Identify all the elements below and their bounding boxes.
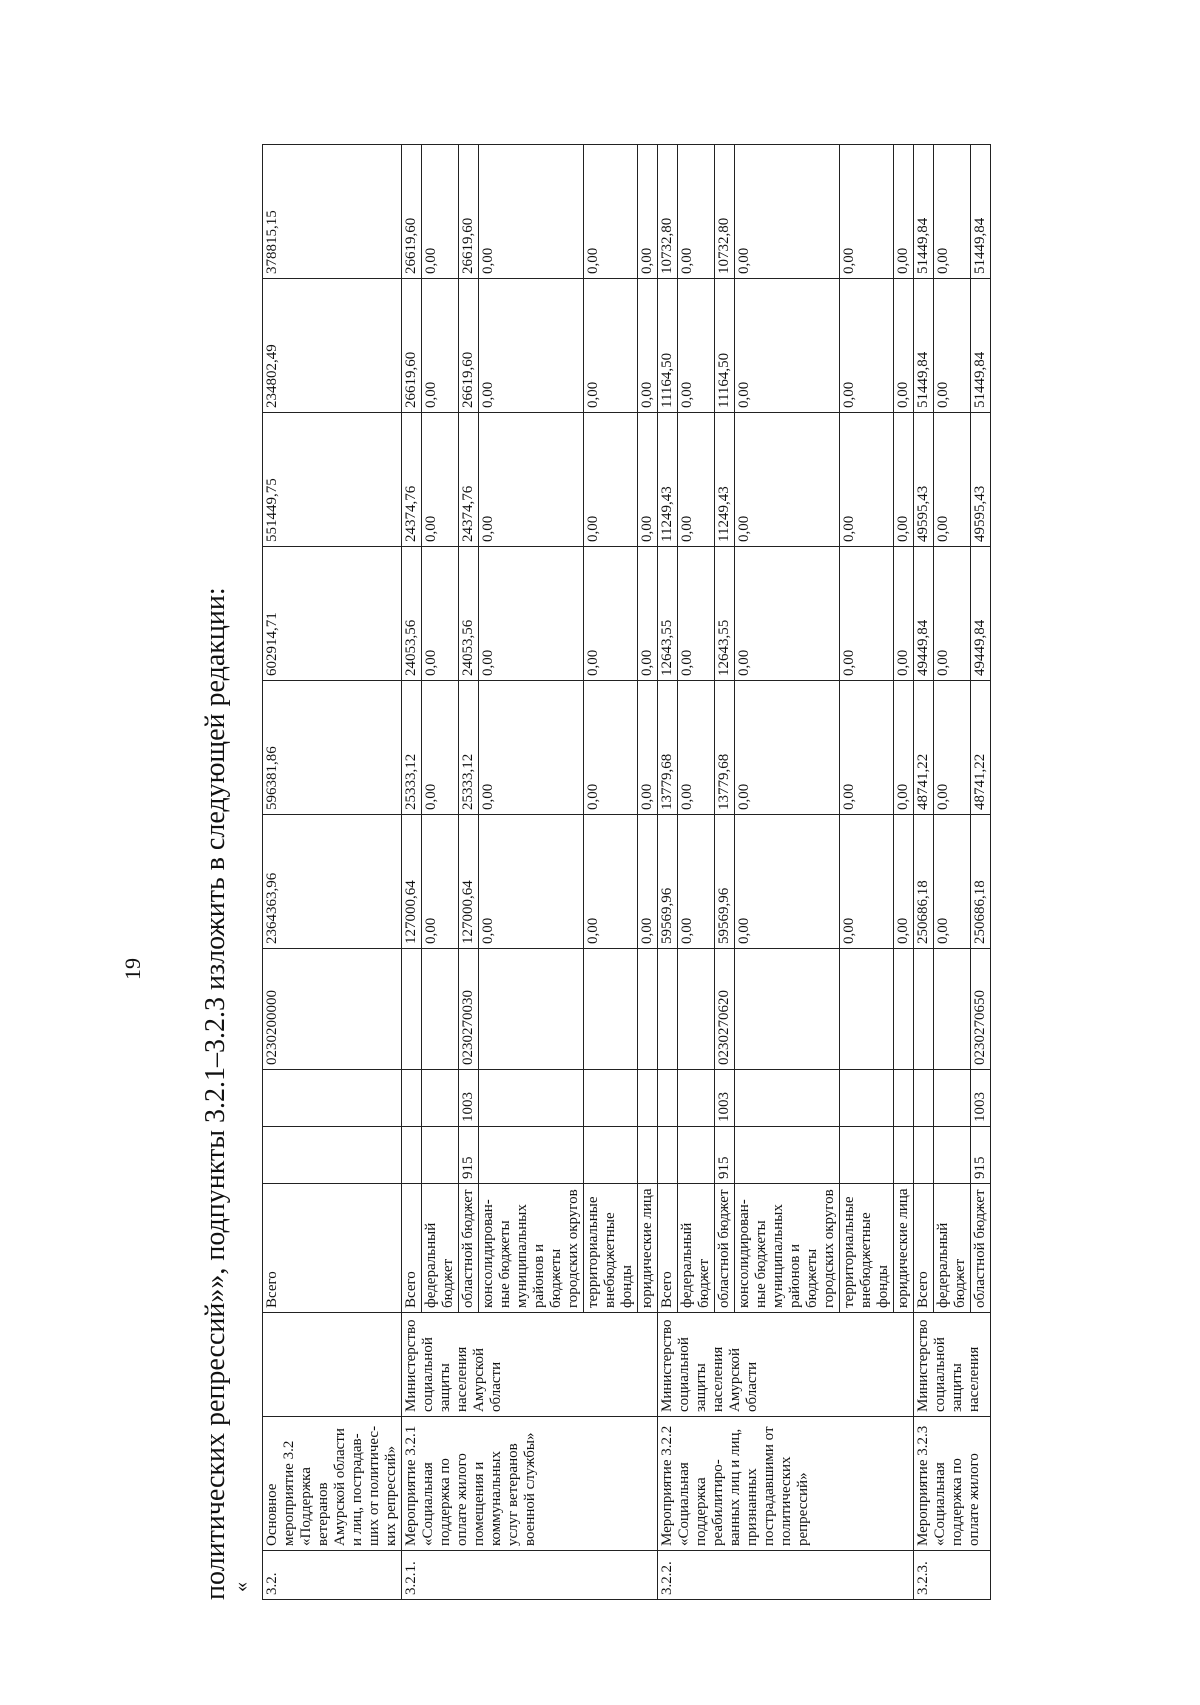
grbs-code: 915 [715, 1127, 735, 1184]
amount-cell: 0,00 [894, 681, 914, 815]
amount-cell: 0,00 [934, 413, 971, 547]
section-code [263, 1070, 402, 1127]
section-code [914, 1070, 934, 1127]
amount-cell: 0,00 [934, 547, 971, 681]
amount-cell: 51449,84 [914, 279, 934, 413]
amount-cell: 0,00 [638, 815, 658, 949]
amount-cell: 0,00 [479, 681, 584, 815]
grbs-code [934, 1127, 971, 1184]
amount-cell: 49449,84 [914, 547, 934, 681]
section-code [584, 1070, 638, 1127]
section-code [479, 1070, 584, 1127]
measure-name: Мероприятие 3.2.2 «Социальная поддержка реабилитиро-ванных лиц и лиц, признанных пострадавшими от политических репрессий» [658, 1417, 914, 1551]
amount-cell: 0,00 [735, 279, 840, 413]
amount-cell: 0,00 [638, 145, 658, 279]
section-code [934, 1070, 971, 1127]
amount-cell: 24053,56 [459, 547, 479, 681]
amount-cell: 11164,50 [715, 279, 735, 413]
grbs-code: 915 [459, 1127, 479, 1184]
amount-cell: 13779,68 [658, 681, 678, 815]
amount-cell: 0,00 [584, 681, 638, 815]
table-row [658, 145, 678, 1600]
grbs-code: 915 [971, 1127, 991, 1184]
funding-source: территориальные внебюджетные фонды [584, 1184, 638, 1313]
amount-cell: 12643,55 [658, 547, 678, 681]
amount-cell: 378815,15 [263, 145, 402, 279]
section-code: 1003 [459, 1070, 479, 1127]
funding-source: областной бюджет [459, 1184, 479, 1313]
amount-cell: 0,00 [584, 279, 638, 413]
amount-cell: 25333,12 [459, 681, 479, 815]
target-article-code: 0230270620 [715, 949, 735, 1070]
amount-cell: 0,00 [934, 279, 971, 413]
section-code [840, 1070, 894, 1127]
target-article-code [934, 949, 971, 1070]
amount-cell: 49595,43 [914, 413, 934, 547]
section-code [402, 1070, 422, 1127]
amount-cell: 10732,80 [715, 145, 735, 279]
funding-source: Всего [914, 1184, 934, 1313]
amount-cell: 0,00 [678, 145, 715, 279]
table-row [914, 145, 934, 1600]
row-number: 3.2.1. [402, 1551, 658, 1600]
amount-cell: 24053,56 [402, 547, 422, 681]
amount-cell: 2364363,96 [263, 815, 402, 949]
amount-cell: 24374,76 [459, 413, 479, 547]
amount-cell: 250686,18 [914, 815, 934, 949]
amount-cell: 11249,43 [715, 413, 735, 547]
amount-cell: 127000,64 [459, 815, 479, 949]
grbs-code [638, 1127, 658, 1184]
target-article-code [584, 949, 638, 1070]
amount-cell: 0,00 [422, 681, 459, 815]
amount-cell: 48741,22 [971, 681, 991, 815]
page-number: 19 [120, 958, 145, 980]
grbs-code [678, 1127, 715, 1184]
rotated-document-sheet [120, 120, 988, 1600]
amount-cell: 26619,60 [459, 279, 479, 413]
funding-source: областной бюджет [715, 1184, 735, 1313]
amount-cell: 0,00 [422, 413, 459, 547]
amount-cell: 0,00 [735, 681, 840, 815]
funding-source: Всего [658, 1184, 678, 1313]
amount-cell: 0,00 [638, 547, 658, 681]
amount-cell: 0,00 [422, 815, 459, 949]
table-row [402, 145, 422, 1600]
grbs-code [479, 1127, 584, 1184]
amount-cell: 0,00 [479, 413, 584, 547]
section-code [638, 1070, 658, 1127]
section-code: 1003 [971, 1070, 991, 1127]
amount-cell: 0,00 [840, 145, 894, 279]
amount-cell: 24374,76 [402, 413, 422, 547]
amount-cell: 0,00 [422, 279, 459, 413]
amount-cell: 0,00 [584, 547, 638, 681]
amount-cell: 0,00 [479, 145, 584, 279]
executor: Министерство социальной защиты населения Амурской области [402, 1313, 658, 1417]
amount-cell: 0,00 [894, 413, 914, 547]
amount-cell: 0,00 [894, 145, 914, 279]
grbs-code [658, 1127, 678, 1184]
funding-source: областной бюджет [971, 1184, 991, 1313]
amount-cell: 551449,75 [263, 413, 402, 547]
row-number: 3.2.2. [658, 1551, 914, 1600]
funding-source: консолидирован-ные бюджеты муниципальных районов и бюджеты городских округов [735, 1184, 840, 1313]
section-code [894, 1070, 914, 1127]
grbs-code [402, 1127, 422, 1184]
amount-cell: 11249,43 [658, 413, 678, 547]
amount-cell: 10732,80 [658, 145, 678, 279]
target-article-code [678, 949, 715, 1070]
opening-quote: « [230, 1582, 252, 1592]
grbs-code [422, 1127, 459, 1184]
amount-cell: 48741,22 [914, 681, 934, 815]
target-article-code [658, 949, 678, 1070]
amount-cell: 11164,50 [658, 279, 678, 413]
funding-source: федеральный бюджет [678, 1184, 715, 1313]
target-article-code [479, 949, 584, 1070]
section-code [422, 1070, 459, 1127]
target-article-code [422, 949, 459, 1070]
amount-cell: 0,00 [840, 413, 894, 547]
amount-cell: 127000,64 [402, 815, 422, 949]
amount-cell: 0,00 [584, 413, 638, 547]
amount-cell: 0,00 [678, 815, 715, 949]
funding-source: консолидирован-ные бюджеты муниципальных районов и бюджеты городских округов [479, 1184, 584, 1313]
amount-cell: 0,00 [678, 413, 715, 547]
amount-cell: 26619,60 [402, 145, 422, 279]
target-article-code: 0230200000 [263, 949, 402, 1070]
section-code [735, 1070, 840, 1127]
target-article-code [914, 949, 934, 1070]
amount-cell: 49595,43 [971, 413, 991, 547]
amount-cell: 0,00 [840, 681, 894, 815]
section-code [678, 1070, 715, 1127]
amount-cell: 0,00 [584, 815, 638, 949]
section-code: 1003 [715, 1070, 735, 1127]
target-article-code [638, 949, 658, 1070]
measure-name: Мероприятие 3.2.3 «Социальная поддержка по оплате жилого [914, 1417, 991, 1551]
budget-table [262, 144, 991, 1600]
executor: Министерство социальной защиты населения [914, 1313, 991, 1417]
page-heading: политических репрессий»», подпункты 3.2.1–3.2.3 изложить в следующей редакции: [200, 587, 231, 1600]
grbs-code [735, 1127, 840, 1184]
amount-cell: 13779,68 [715, 681, 735, 815]
amount-cell: 0,00 [735, 145, 840, 279]
amount-cell: 25333,12 [402, 681, 422, 815]
target-article-code [840, 949, 894, 1070]
executor: Министерство социальной защиты населения Амурской области [658, 1313, 914, 1417]
target-article-code: 0230270030 [459, 949, 479, 1070]
amount-cell: 0,00 [735, 815, 840, 949]
amount-cell: 0,00 [479, 547, 584, 681]
amount-cell: 0,00 [934, 681, 971, 815]
amount-cell: 26619,60 [459, 145, 479, 279]
funding-source: федеральный бюджет [934, 1184, 971, 1313]
target-article-code [402, 949, 422, 1070]
target-article-code: 0230270650 [971, 949, 991, 1070]
amount-cell: 59569,96 [715, 815, 735, 949]
amount-cell: 0,00 [638, 279, 658, 413]
amount-cell: 0,00 [840, 279, 894, 413]
grbs-code [584, 1127, 638, 1184]
amount-cell: 0,00 [840, 815, 894, 949]
amount-cell: 0,00 [894, 815, 914, 949]
amount-cell: 0,00 [894, 279, 914, 413]
amount-cell: 0,00 [934, 815, 971, 949]
amount-cell: 0,00 [422, 145, 459, 279]
amount-cell: 12643,55 [715, 547, 735, 681]
amount-cell: 0,00 [735, 413, 840, 547]
amount-cell: 250686,18 [971, 815, 991, 949]
amount-cell: 0,00 [638, 681, 658, 815]
amount-cell: 26619,60 [402, 279, 422, 413]
amount-cell: 51449,84 [914, 145, 934, 279]
row-number: 3.2. [263, 1551, 402, 1600]
table-row [263, 145, 402, 1600]
row-number: 3.2.3. [914, 1551, 991, 1600]
amount-cell: 0,00 [678, 547, 715, 681]
funding-source: юридические лица [638, 1184, 658, 1313]
measure-name: Основное мероприятие 3.2 «Поддержка ветеранов Амурской области и лиц, пострадав-ших от политичес-ких репрессий» [263, 1417, 402, 1551]
executor [263, 1313, 402, 1417]
amount-cell: 0,00 [638, 413, 658, 547]
amount-cell: 234802,49 [263, 279, 402, 413]
amount-cell: 0,00 [894, 547, 914, 681]
amount-cell: 0,00 [584, 145, 638, 279]
amount-cell: 0,00 [934, 145, 971, 279]
amount-cell: 0,00 [479, 279, 584, 413]
funding-source: территориальные внебюджетные фонды [840, 1184, 894, 1313]
funding-source: юридические лица [894, 1184, 914, 1313]
grbs-code [914, 1127, 934, 1184]
amount-cell: 0,00 [678, 279, 715, 413]
target-article-code [735, 949, 840, 1070]
funding-source: федеральный бюджет [422, 1184, 459, 1313]
measure-name: Мероприятие 3.2.1 «Социальная поддержка по оплате жилого помещения и коммунальных услуг ветеранов военной службы» [402, 1417, 658, 1551]
amount-cell: 596381,86 [263, 681, 402, 815]
grbs-code [840, 1127, 894, 1184]
amount-cell: 0,00 [422, 547, 459, 681]
amount-cell: 0,00 [735, 547, 840, 681]
grbs-code [263, 1127, 402, 1184]
amount-cell: 59569,96 [658, 815, 678, 949]
section-code [658, 1070, 678, 1127]
amount-cell: 0,00 [479, 815, 584, 949]
amount-cell: 0,00 [678, 681, 715, 815]
amount-cell: 51449,84 [971, 279, 991, 413]
target-article-code [894, 949, 914, 1070]
amount-cell: 49449,84 [971, 547, 991, 681]
amount-cell: 602914,71 [263, 547, 402, 681]
funding-source: Всего [402, 1184, 422, 1313]
grbs-code [894, 1127, 914, 1184]
amount-cell: 51449,84 [971, 145, 991, 279]
amount-cell: 0,00 [840, 547, 894, 681]
funding-source: Всего [263, 1184, 402, 1313]
